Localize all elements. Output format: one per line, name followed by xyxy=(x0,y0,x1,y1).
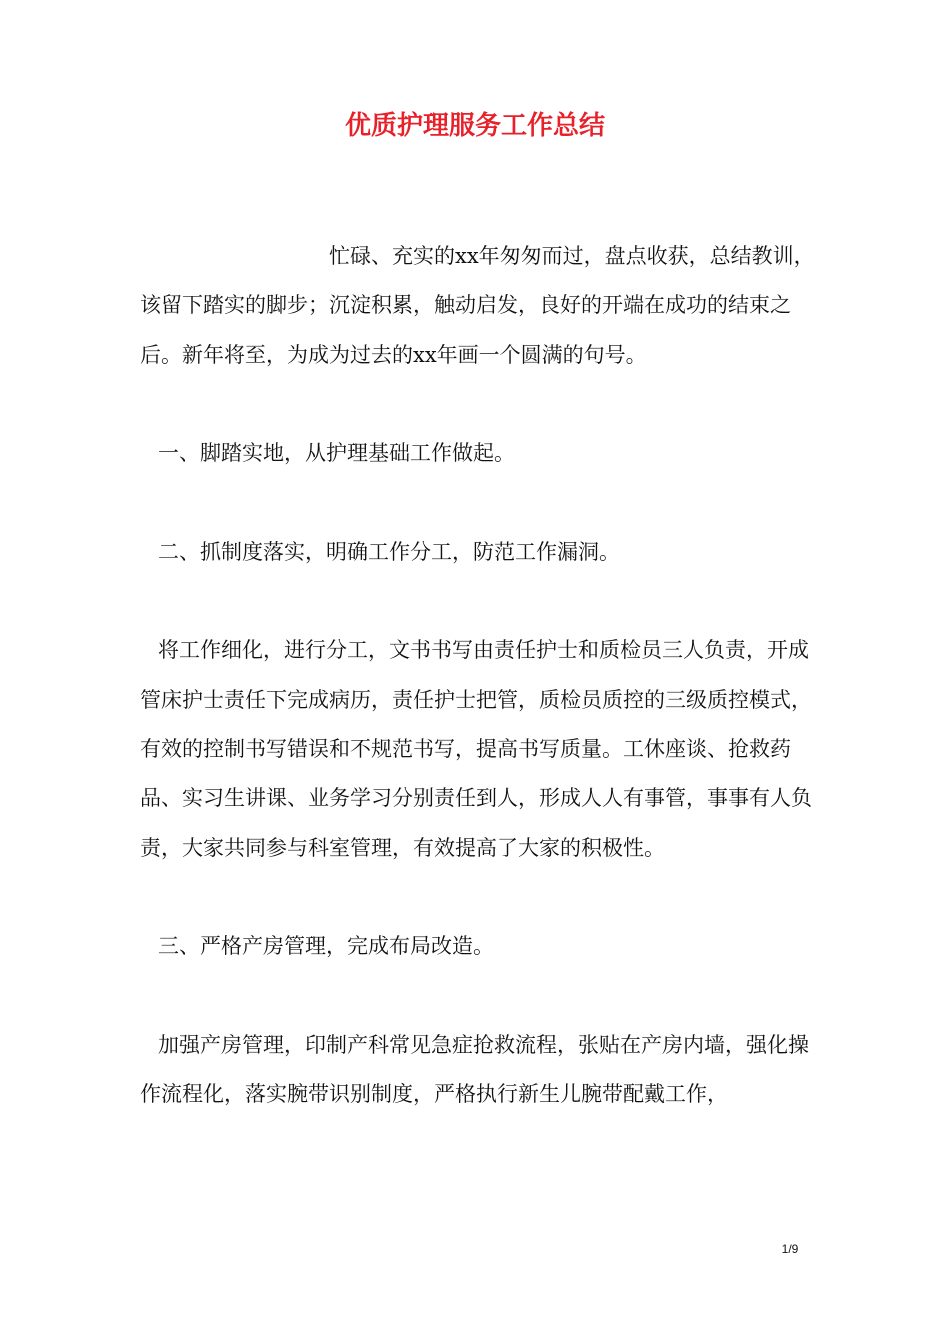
section-heading-2: 二、抓制度落实，明确工作分工，防范工作漏洞。 xyxy=(158,539,620,564)
document-title: 优质护理服务工作总结 xyxy=(344,111,605,141)
intro-paragraph: 忙碌、充实的xx年匆匆而过，盘点收获，总结教训，该留下踏实的脚步；沉淀积累，触动启发，良好的开端在成功的结束之后。新年将至，为成为过去的xx年画一个圆满的句号。 xyxy=(140,244,815,367)
paragraph-spacer xyxy=(140,577,820,626)
paragraph-spacer xyxy=(140,873,820,922)
page-number: 1/9 xyxy=(781,1242,799,1256)
paragraph-spacer xyxy=(140,380,820,429)
section-heading-3: 三、严格产房管理，完成布局改造。 xyxy=(158,934,494,959)
paragraph-spacer xyxy=(140,971,820,1020)
section-heading-1: 一、脚踏实地，从护理基础工作做起。 xyxy=(158,441,515,466)
section-2-paragraph: 将工作细化，进行分工，文书书写由责任护士和质检员三人负责，开成管床护士责任下完成病历，责任护士把管，质检员质控的三级质控模式，有效的控制书写错误和不规范书写，提高书写质量。工休座谈、抢救药品、实习生讲课、业务学习分别责任到人，形成人人有事管，事事有人负责，大家共同参与科室管理，有效提高了大家的积极性。 xyxy=(140,638,812,860)
section-3-paragraph: 加强产房管理，印制产科常见急症抢救流程，张贴在产房内墙，强化操作流程化，落实腕带识别制度，严格执行新生儿腕带配戴工作， xyxy=(140,1032,809,1107)
document-body xyxy=(140,232,820,1119)
paragraph-spacer xyxy=(140,478,820,527)
